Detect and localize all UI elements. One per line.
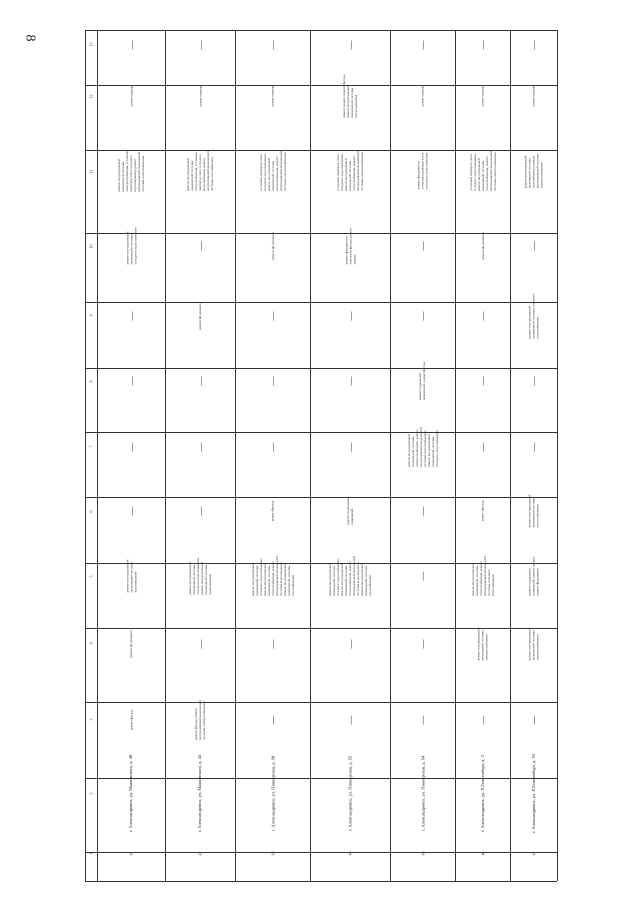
row-number: 46 <box>480 851 485 856</box>
table-cell <box>510 133 557 209</box>
header-number: 1 <box>88 852 94 855</box>
cell-text: ремонт внутридомовой инженерной системы газоснабжения, ремонт внутридомовой системы электроснабжения <box>523 153 544 189</box>
table-cell <box>165 30 235 59</box>
empty-dash: — <box>126 311 136 320</box>
table-cell <box>510 209 557 283</box>
cell-text: ремонт крыши, ремонт фасада, ремонт внутридомовой инженерной системы теплоснабжения <box>341 74 358 118</box>
table-cell <box>390 348 455 414</box>
empty-dash: — <box>345 311 355 320</box>
table-cell <box>390 609 455 678</box>
table-cell <box>455 678 510 761</box>
table-cell <box>510 348 557 414</box>
cell-text: ремонт внутридомовой инженерной системы электроснабжения <box>476 627 489 660</box>
table-cell <box>310 283 390 348</box>
cell-text: установка приборов учета холодного водоснабжения, ремонт внутридомовой инженерной системы теплоснабжения, ремонт внутридомовой инженерной системы электроснабжения <box>258 151 287 191</box>
table-cell <box>510 609 557 678</box>
empty-dash: — <box>267 715 278 724</box>
table-cell <box>510 59 557 133</box>
empty-dash: — <box>345 639 355 648</box>
cell-text: установка приборов учета холодного водоснабжения, ремонт внутридомовой инженерной системы теплоснабжения, ремонт внутридомовой инженерной системы электроснабжения <box>335 151 364 191</box>
table-cell <box>390 755 455 832</box>
empty-dash: — <box>417 311 428 320</box>
table-cell <box>310 30 390 59</box>
header-number: 12 <box>88 94 94 98</box>
table-cell <box>510 414 557 479</box>
table-cell <box>390 209 455 283</box>
header-number-cell <box>85 30 97 59</box>
table-cell <box>165 133 235 209</box>
table-cell <box>455 133 510 209</box>
cell-text: ремонт крыши <box>420 85 425 107</box>
empty-dash: — <box>267 639 278 648</box>
table-cell <box>235 609 310 678</box>
row-address: г. Александровск, ул. Маяковского, д. 44 <box>197 754 203 833</box>
table-cell <box>165 543 235 609</box>
header-number-cell <box>85 59 97 133</box>
header-number: 7 <box>88 445 94 448</box>
table-cell <box>455 543 510 609</box>
cell-text: ремонт подвальных помещений <box>346 497 354 525</box>
header-number-cell <box>85 609 97 678</box>
table-cell <box>310 826 390 881</box>
header-number: 4 <box>88 642 94 645</box>
header-number-cell <box>85 283 97 348</box>
header-number-cell <box>85 414 97 479</box>
empty-dash: — <box>528 376 539 386</box>
header-number-cell <box>85 479 97 543</box>
table-cell <box>455 414 510 479</box>
empty-dash: — <box>195 376 205 386</box>
table-col-border <box>85 881 557 882</box>
cell-text: ремонт внутридомовой инженерной системы холодного водоснабжения, ремонт внутридомовой инженерной системы водоотведения <box>187 557 212 595</box>
table-cell <box>165 678 235 761</box>
table-cell <box>235 133 310 209</box>
table-cell <box>97 30 165 59</box>
table-cell <box>235 414 310 479</box>
table-cell <box>97 609 165 678</box>
empty-dash: — <box>345 376 355 386</box>
table-cell <box>235 678 310 761</box>
table-cell <box>390 59 455 133</box>
table-cell <box>390 283 455 348</box>
table-cell <box>455 826 510 881</box>
empty-dash: — <box>477 376 488 386</box>
cell-text: ремонт крыши <box>480 85 485 107</box>
empty-dash: — <box>528 40 539 49</box>
table-row-border <box>557 30 558 881</box>
table-cell <box>310 414 390 479</box>
empty-dash: — <box>195 40 205 49</box>
cell-text: ремонт внутридомовой инженерной системы холодного водоснабжения <box>527 292 540 339</box>
table-cell <box>165 414 235 479</box>
empty-dash: — <box>528 241 539 251</box>
cell-text: ремонт фундамента <box>480 232 485 260</box>
row-address: г. Александровск, ул. Пионерская, д. 90 <box>270 755 275 832</box>
header-number: 6 <box>88 510 94 512</box>
header-number: 9 <box>88 314 94 317</box>
cell-text: ремонт фундамента, утепление фасада, ремонт крыши <box>344 227 356 265</box>
table-cell <box>235 59 310 133</box>
empty-dash: — <box>477 442 488 451</box>
table-cell <box>310 609 390 678</box>
header-number-cell <box>85 348 97 414</box>
empty-dash: — <box>417 715 428 724</box>
table-cell <box>310 348 390 414</box>
table-cell <box>165 479 235 543</box>
empty-dash: — <box>477 40 488 49</box>
table-cell <box>310 133 390 209</box>
cell-text: ремонт фундамента <box>270 232 275 260</box>
header-number: 5 <box>88 575 94 577</box>
table-cell <box>165 826 235 881</box>
empty-dash: — <box>195 639 205 648</box>
cell-text: ремонт подвальных помещений, ремонт крыши, ремонт фундамента <box>527 556 540 596</box>
table-cell <box>455 609 510 678</box>
cell-text: установка приборов учета холодного водоснабжения, ремонт внутридомовой инженерной системы теплоснабжения, ремонт внутридомовой инженерной системы электроснабжения <box>468 151 497 191</box>
row-number: 45 <box>420 851 425 856</box>
table-cell <box>390 30 455 59</box>
empty-dash: — <box>417 639 428 648</box>
table-cell <box>165 209 235 283</box>
table-cell <box>97 133 165 209</box>
table-cell <box>235 543 310 609</box>
header-number-cell <box>85 678 97 761</box>
table-cell <box>390 133 455 209</box>
empty-dash: — <box>126 40 136 49</box>
table-cell <box>390 678 455 761</box>
header-number: 2 <box>88 792 94 795</box>
cell-text: ремонт внутридомовой инженерной системы электроснабжения, ремонт внутридомовой инженерной системы теплоснабжения, ремонт внутридомовой инженерной системы холодного водоснабжения <box>406 426 439 467</box>
table-cell <box>165 348 235 414</box>
empty-dash: — <box>417 241 428 251</box>
empty-dash: — <box>195 442 205 451</box>
empty-dash: — <box>345 442 355 451</box>
header-number-cell <box>85 761 97 826</box>
table-cell <box>97 678 165 761</box>
empty-dash: — <box>417 571 428 581</box>
empty-dash: — <box>195 241 205 251</box>
header-number-cell <box>85 826 97 881</box>
table-cell <box>455 755 510 832</box>
table-cell <box>455 479 510 543</box>
empty-dash: — <box>267 376 278 386</box>
cell-text: ремонт крыши <box>198 85 202 107</box>
row-number: 47 <box>531 851 536 856</box>
table-cell <box>390 826 455 881</box>
row-number: 43 <box>270 851 275 856</box>
cell-text: ремонт внутридомовой инженерной системы холодного водоснабжения <box>125 227 137 265</box>
header-number-cell <box>85 133 97 209</box>
cell-text: ремонт внутридомовой инженерной системы теплоснабжения, установка приборов учета холодного водоснабжения, ремонт внутридомовой инженерной системы газоснабжения <box>185 151 214 191</box>
table-cell <box>235 30 310 59</box>
table-cell <box>310 755 390 832</box>
table-cell <box>97 348 165 414</box>
table-cell <box>510 753 557 834</box>
table-cell <box>455 59 510 133</box>
row-address: г. Александровск, ул. Р.Люксембург, д. 2 <box>480 755 485 832</box>
table-cell <box>510 826 557 881</box>
row-number: 41 <box>128 851 134 856</box>
row-address: г. Александровск, ул. Маяковского, д. 40 <box>128 754 134 833</box>
cell-text: ремонт внутридомовой инженерной системы электроснабжения, установка приборов учета холодного водоснабжения, ремонт внутридомовой инженерной системы теплоснабжения <box>116 150 145 192</box>
header-number-cell <box>85 543 97 609</box>
header-number: 13 <box>88 42 94 47</box>
table-cell <box>510 479 557 543</box>
cell-text: ремонт фундамента <box>129 629 133 658</box>
cell-text: ремонт фасада <box>129 709 133 730</box>
empty-dash: — <box>267 442 278 451</box>
empty-dash: — <box>417 506 428 516</box>
header-number: 8 <box>88 380 94 382</box>
table-cell <box>390 543 455 609</box>
empty-dash: — <box>195 506 205 516</box>
empty-dash: — <box>126 442 136 451</box>
table-cell <box>455 30 510 59</box>
table-cell <box>510 678 557 761</box>
row-address: г. Александровск, ул. Пионерская, д. 92 <box>347 755 353 832</box>
table-cell <box>97 826 165 881</box>
table-cell <box>97 414 165 479</box>
row-number: 44 <box>347 851 353 856</box>
cell-text: ремонт подвальных помещений, ремонт фасада <box>418 361 427 401</box>
empty-dash: — <box>267 40 278 49</box>
cell-text: ремонт внутридомовой инженерной системы холодного водоснабжения, ремонт внутридомовой инженерной системы теплоснабжения, ремонт внутридомовой инженерной системы водоотведения, ремонт внутридомовой инженерной системы газоснабжения <box>327 556 372 596</box>
table-cell <box>165 609 235 678</box>
table-cell <box>235 348 310 414</box>
row-address: г. Александровск, ул. Пионерская, д. 94 <box>420 755 425 832</box>
table-cell <box>97 283 165 348</box>
row-number: 42 <box>197 851 203 856</box>
cell-text: ремонт внутридомовой инженерной системы водоотведения <box>125 559 137 593</box>
cell-text: ремонт внутридомовой инженерной системы холодного водоснабжения, ремонт внутридомовой инженерной системы теплоснабжения, ремонт внутридомовой инженерной системы водоотведения, ремонт внутридомовой инженерной системы газоснабжения <box>250 556 295 596</box>
table-cell <box>97 479 165 543</box>
cell-text: ремонт внутридомовой инженерной системы теплоснабжения, ремонт внутридомовой инженерной системы холодного водоснабжения <box>470 556 495 596</box>
empty-dash: — <box>267 311 278 320</box>
table-cell <box>165 59 235 133</box>
cell-text: ремонт фасада <box>480 500 485 522</box>
empty-dash: — <box>528 442 539 451</box>
empty-dash: — <box>345 40 355 49</box>
table-cell <box>235 755 310 832</box>
header-number: 11 <box>88 169 94 173</box>
table-cell <box>235 209 310 283</box>
table-cell <box>97 543 165 609</box>
table-cell <box>97 59 165 133</box>
cell-text: ремонт внутридомовой инженерной системы теплоснабжения <box>527 494 540 528</box>
table-cell <box>235 479 310 543</box>
empty-dash: — <box>528 715 539 724</box>
table-cell <box>510 283 557 348</box>
table-cell <box>390 479 455 543</box>
page-number: 8 <box>22 34 38 42</box>
row-address: г. Александровск, ул. Р.Люксембург, д. 93 <box>531 753 536 834</box>
cell-text: ремонт фасада, ремонт внутридомовой инженерной системы электроснабжения <box>193 699 206 740</box>
cell-text: ремонт фасада <box>270 500 275 522</box>
table-cell <box>510 543 557 609</box>
table-cell <box>455 348 510 414</box>
table-cell <box>97 209 165 283</box>
empty-dash: — <box>126 376 136 386</box>
cell-text: ремонт фундамента, установка приборов учета холодного водоснабжения <box>416 152 429 190</box>
table-cell <box>310 678 390 761</box>
table-cell <box>510 30 557 59</box>
cell-text: ремонт фундамента <box>198 301 202 330</box>
table-cell <box>310 59 390 133</box>
table-cell <box>390 414 455 479</box>
cell-text: ремонт крыши <box>129 85 133 107</box>
empty-dash: — <box>477 715 488 724</box>
table-cell <box>235 283 310 348</box>
table-cell <box>235 826 310 881</box>
table-cell <box>310 543 390 609</box>
table-cell <box>455 283 510 348</box>
table-cell <box>165 283 235 348</box>
table-cell <box>97 754 165 833</box>
empty-dash: — <box>345 715 355 724</box>
cell-text: ремонт крыши <box>270 85 275 107</box>
empty-dash: — <box>477 311 488 320</box>
cell-text: ремонт крыши <box>531 85 536 107</box>
header-number-cell <box>85 209 97 283</box>
header-number: 3 <box>88 718 94 721</box>
table-cell <box>455 209 510 283</box>
table-cell <box>310 479 390 543</box>
table-cell <box>310 209 390 283</box>
cell-text: ремонт внутридомовой инженерной системы электроснабжения <box>527 627 540 660</box>
header-number: 10 <box>88 244 94 248</box>
empty-dash: — <box>126 506 136 516</box>
table-cell <box>165 754 235 833</box>
empty-dash: — <box>417 40 428 49</box>
